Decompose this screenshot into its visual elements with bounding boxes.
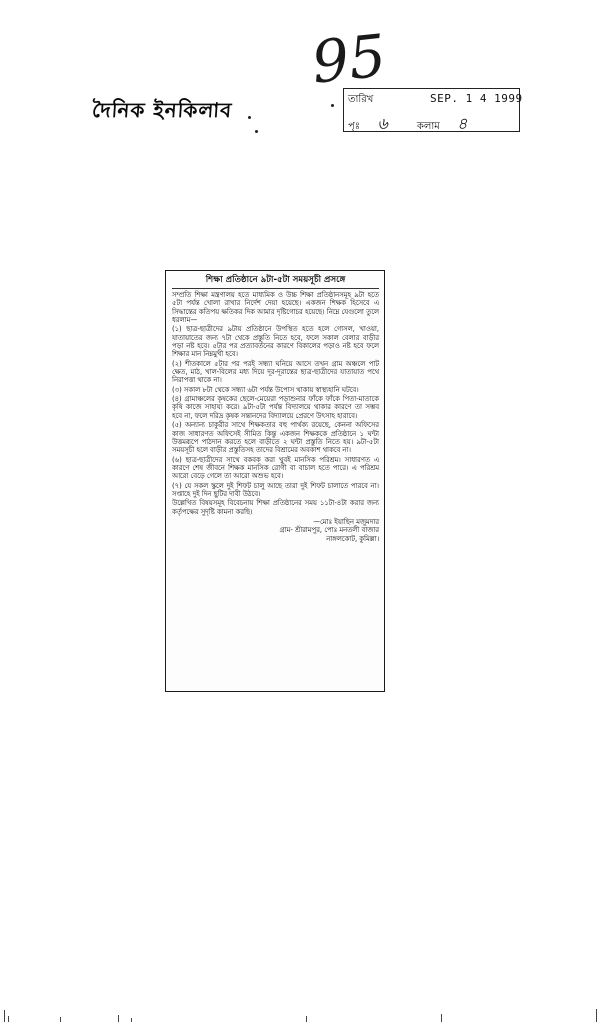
stamp-date-row [348,92,523,109]
article-paragraph: (৬) ছাত্র-ছাত্রীদের সাথে বকবক করা খুবই মানসিক পরিশ্রম। সাধারণত এ কারণে শেষ জীবনে শিক্ষক মানসিক রোগী বা বাচাল হতে পারে। এ পরিশ্রম আরো বেড়ে গেলে তা আরো অশুভ হবে। [172,455,379,481]
article-paragraph: (৫) অন্যান্য চাকুরীর সাথে শিক্ষকতার বহু পার্থক্য রয়েছে, কেননা অফিসের কাজ সাধারণত অফিসেই সীমিত কিন্তু একজন শিক্ষককে প্রতিষ্ঠানে ১ ঘন্টা উত্তমরূপে পাঠদান করতে হলে বাড়ীতে ২ ঘন্টা প্রস্তুতি নিতে হয়। ৯টা-৫টা সময়সূচী হলে বাড়ীর প্রস্তুতিসহ তাদের বিশ্রামের অবকাশ থাকবে না। [172,421,379,455]
article-headline: শিক্ষা প্রতিষ্ঠানে ৯টা-৫টা সময়সূচী প্রসঙ্গে [172,275,379,289]
stamp-page-value: ৬ [377,114,388,133]
stamp-column-value: ৪ [457,114,468,133]
article-paragraph: (৪) গ্রামাঞ্চলের কৃষকের ছেলে-মেয়েরা পড়াশুনার ফাঁকে ফাঁকে পিতা-মাতাকে কৃষি কাজে সাহায্য করে। ৯টা-৫টা পর্যন্ত বিদ্যালয়ে থাকার কারণে তা সম্ভব হবে না, ফলে দরিদ্র কৃষক সন্তানদের বিদ্যালয়ে প্রেরণে উৎসাহ হারাবে। [172,395,379,420]
newspaper-clipping [165,270,385,692]
author-address-line1: গ্রাম- শ্রীরামপুর, পোঃ মনতলী বাজার [279,526,379,535]
article-paragraph: (৩) সকাল ৮টা থেকে সন্ধ্যা ৬টা পর্যন্ত উপোস থাকায় স্বাস্থ্যহানি ঘটবে। [172,385,359,394]
stamp-date-value: SEP. 1 4 1999 [430,92,523,105]
handwritten-number: 95 [308,21,390,97]
scan-edge-noise [0,1008,611,1022]
article-signature [172,518,379,543]
ink-speck [255,130,258,133]
ink-speck [331,104,334,107]
article-paragraph: (২) শীতকালে ৫টার পর পরই সন্ধ্যা ঘনিয়ে আসে তখন গ্রাম অঞ্চলে পাট ক্ষেত, মাঠ, খাল-বিলের মধ্য দিয়ে দূর-দূরান্তের ছাত্র-ছাত্রীদের যাতায়াত পথে নিরাপত্তা থাকে না। [172,359,379,385]
stamp-date-label: তারিখ [348,94,374,105]
article-paragraph: (৭) যে সকল স্কুলে দুই শিফট চালু আছে তারা দুই শিফট চালাতে পারবে না। সপ্তাহে দুই দিন ছুটির দাবী উঠবে। [172,481,379,498]
stamp-page-label: পৃঃ [348,121,361,132]
stamp-page-row [348,111,467,138]
stamp-column-label: কলাম [416,121,440,132]
author-name: —মোঃ ইয়াছিন মজুমদার [313,517,379,526]
archive-stamp [343,88,523,133]
newspaper-masthead: দৈনিক ইনকিলাব [91,98,234,122]
article-paragraph: উল্লেখিত বিষয়সমূহ বিবেচনায় শিক্ষা প্রতিষ্ঠানের সময় ১১টা-৪টা করার জন্য কর্তৃপক্ষের সুদৃষ্টি কামনা করছি। [172,499,379,516]
ink-speck [248,116,251,119]
article-paragraph: সম্প্রতি শিক্ষা মন্ত্রণালয় হতে মাধ্যমিক ও উচ্চ শিক্ষা প্রতিষ্ঠানসমূহ ৯টা হতে ৫টা পর্যন্ত খোলা রাখার নির্দেশ দেয়া হয়েছে। একজন শিক্ষক হিসেবে এ সিদ্ধান্তের কতিপয় ক্ষতিকর দিক আমার দৃষ্টিগোচর হয়েছে। নিম্নে যেগুলো তুলে ধরলাম— [172,291,379,325]
article-paragraph: (১) ছাত্র-ছাত্রীদের ৯টায় প্রতিষ্ঠানে উপস্থিত হতে হলে গোসল, খাওয়া, যাতায়াতের জন্য ৭টা থেকে প্রস্তুতি নিতে হবে, ফলে সকাল বেলার বাড়ীর পড়া নষ্ট হবে। ৫টার পর প্রত্যাবর্তনের কারণে বিকালের পড়াও নষ্ট হবে ফলে শিক্ষার মান নিম্নমুখী হবে। [172,325,379,359]
author-address-line2: নাঙ্গলকোট, কুমিল্লা। [326,534,379,543]
